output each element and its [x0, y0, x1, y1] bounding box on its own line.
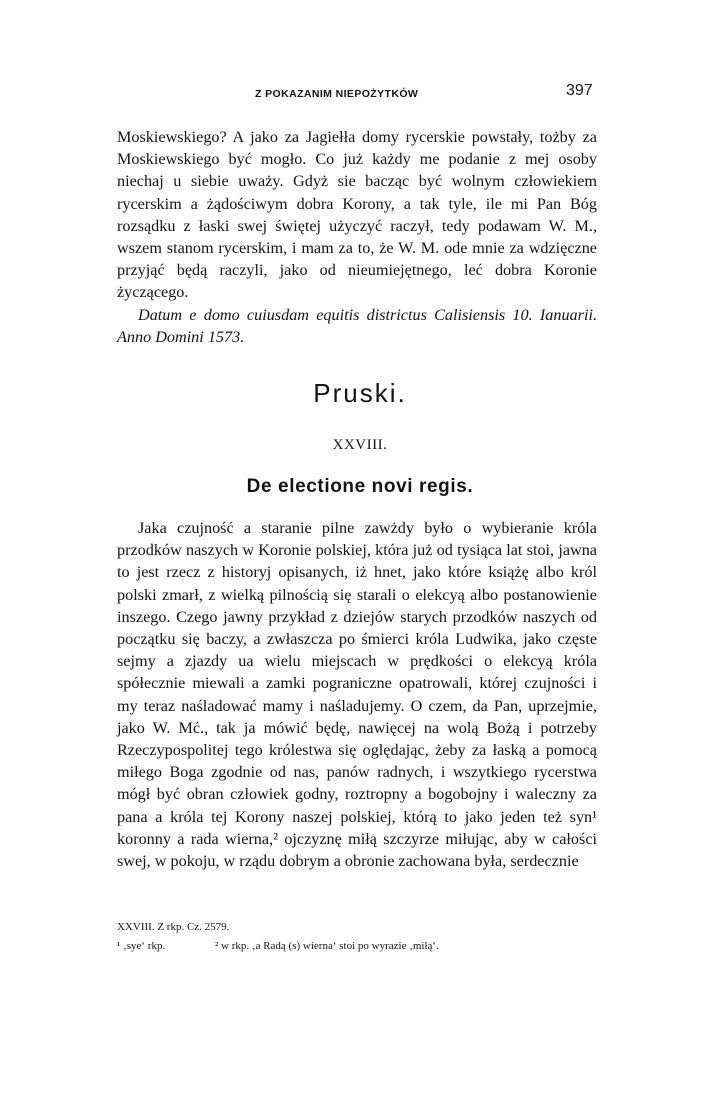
footnote-row: [117, 937, 597, 956]
footnote-2: ² w rkp. ‚a Radą (s) wierna‘ stoi po wyrazie ‚miłą‘.: [215, 940, 439, 952]
document-number: XXVIII.: [332, 437, 388, 453]
intro-section: [117, 126, 597, 348]
page-number: 397: [566, 82, 593, 99]
footnote-1: ¹ ‚sye‘ rkp.: [117, 940, 166, 952]
document-body: [117, 517, 597, 872]
document-title: De electione novi regis.: [246, 476, 474, 497]
running-title: Z POKAZANIM NIEPOŻYTKÓW: [255, 88, 419, 100]
dating-line: Datum e domo cuiusdam equitis districtus Calisiensis 10. Ianuarii. Anno Domini 1573.: [117, 305, 597, 346]
footnote-source: XXVIII. Z rkp. Cz. 2579.: [117, 921, 230, 933]
body-paragraph: Jaka czujność a staranie pilne zawżdy było o wybieranie króla przodków naszych w Koronie polskiej, która już od tysiąca lat stoi, jawna to jest rzecz z historyj opisanych, iż hnet, jako które książę albo król polski zmarł, z wielką pilnością się starali o elekcyą albo postanowienie inszego. Czego jawny przykład z dziejów starych przodków naszych od początku się baczy, a zwłaszcza po śmierci króla Ludwika, jako częste sejmy a zjazdy ua wielu miejscach w prędkości o elekcyą króla spółecznie miewali a zamki pograniczne opatrowali, której czujności i my teraz naśladować mamy i naśladujemy. O czem, da Pan, uprzejmie, jako W. Mć., tak ja mówić będę, nawięcej na wolą Bożą i potrzeby Rzeczypospolitej tego królestwa się oględając, żeby za łaską a pomocą miłego Boga zgodnie od nas, panów radnych, i wszytkiego rycerstwa mógł być obran człowiek godny, roztropny a bogobojny i waleczny za pana a króla tej Korony naszej polskiej, którą to jako jeden też syn¹ koronny a rada wierna,² ojczyznę miłą szczyrze miłując, aby w całości swej, w pokoju, w rządu dobrym a obronie zachowana była, serdecznie: [117, 519, 597, 871]
intro-paragraph: Moskiewskiego? A jako za Jagiełła domy rycerskie powstały, tożby za Moskiewskiego być mogło. Co już każdy me podanie z mej osoby niechaj u siebie uważy. Gdyż sie bacząc być wolnym człowiekiem rycerskim a żądościwym dobra Korony, a tak tyle, ile mi Pan Bóg rozsądku z łaski swej świętej użyczyć raczył, tedy podawam W. M., wszem stanom rycerskim, i mam za to, że W. M. ode mnie za wdzięczne przyjąć będą raczyli, jako od nieumiejętnego, leć dobra Koronie życzącego.: [117, 128, 597, 302]
author-heading: Pruski.: [313, 378, 407, 408]
footnotes: [117, 918, 597, 956]
